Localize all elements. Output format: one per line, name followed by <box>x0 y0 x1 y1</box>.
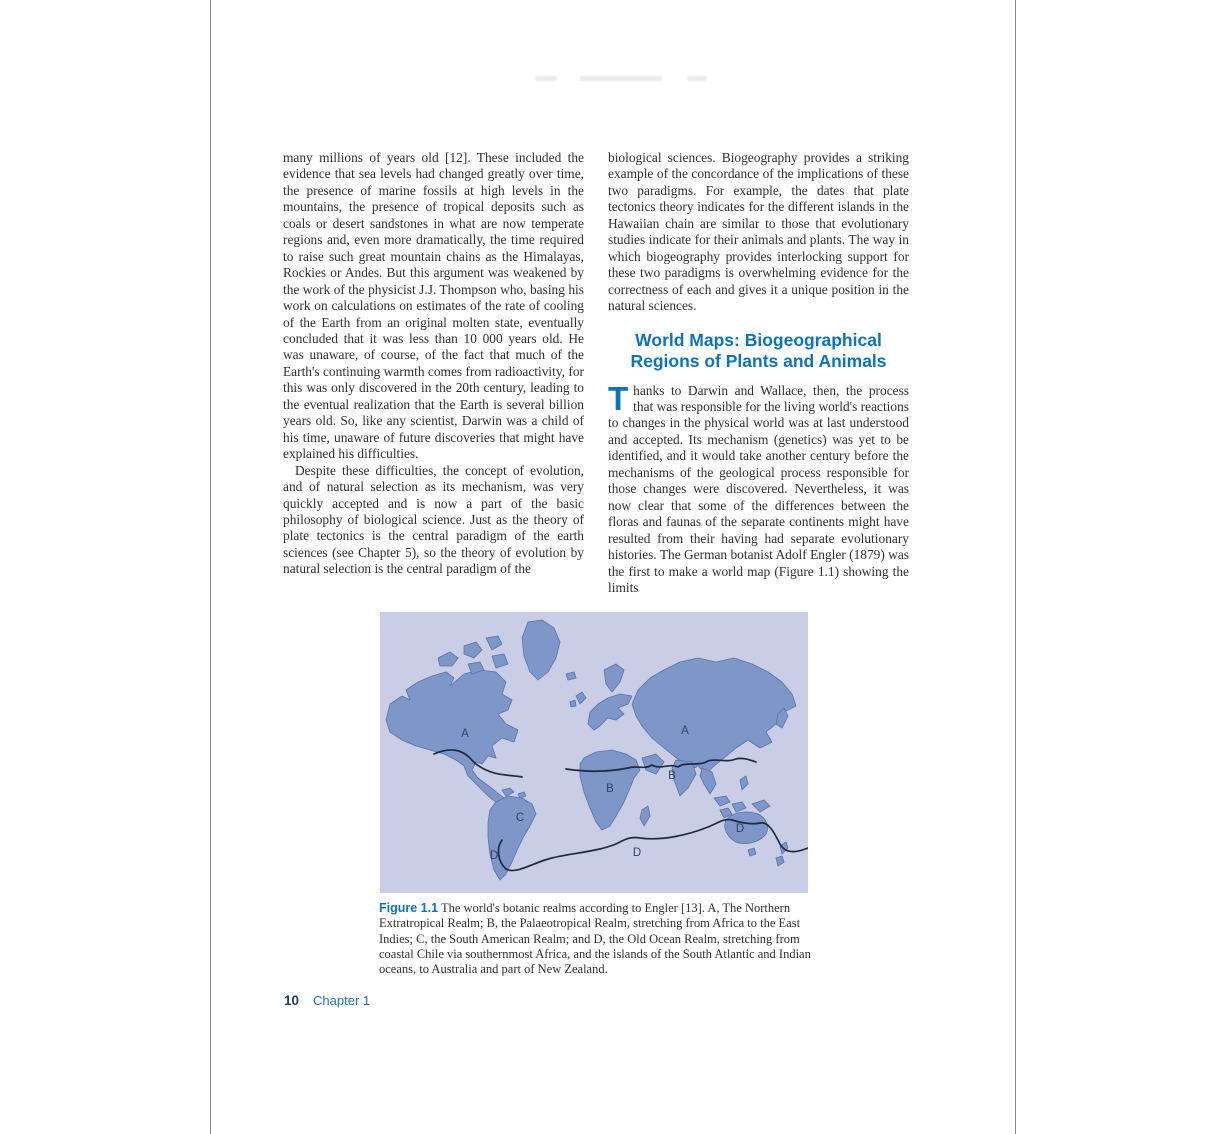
map-realm-label: A <box>681 725 689 738</box>
page-number: 10 <box>284 993 300 1008</box>
body-paragraph: Despite these difficulties, the concept of evolution, and of natural selection as its mechanism, was very quickly accepted and is now a part of the basic philosophy of biological science. Just as the theory of plate tectonics is the central paradigm of the earth sciences (see Chapter 5), so the theory of evolution by natural selection is the central paradigm of the <box>283 462 584 577</box>
page-footer <box>284 993 370 1008</box>
section-heading-line2: Regions of Plants and Animals <box>630 350 887 371</box>
chapter-label: Chapter 1 <box>313 993 371 1008</box>
section-heading <box>608 330 909 372</box>
map-realm-label: B <box>606 783 614 796</box>
page-edge-line-left <box>210 0 211 1134</box>
map-realm-label: B <box>668 770 676 783</box>
figure-world-map <box>380 612 808 893</box>
bleedthrough-text <box>687 76 707 81</box>
body-paragraph: biological sciences. Biogeography provides a striking example of the concordance of the implications of these two paradigms. For example, the dates that plate tectonics theory indicates for the different islands in the Hawaiian chain are similar to those that evolutionary studies indicate for their animals and plants. The way in which biogeography provides interlocking support for these two paradigms is overwhelming evidence for the correctness of each and gives it a unique position in the natural sciences. <box>608 150 909 314</box>
map-realm-label: C <box>515 812 525 825</box>
map-realm-label: D <box>735 823 745 836</box>
figure-label: Figure 1.1 <box>379 901 439 915</box>
figure-caption-text: The world's botanic realms according to Engler [13]. A, The Northern Extratropical Realm; B, the Palaeotropical Realm, stretching from Africa to the East Indies; C, the South American Realm; and D, the Old Ocean Realm, stretching from coastal Chile via southernmost Africa, and the islands of the South Atlantic and Indian oceans, to Australia and part of New Zealand. <box>379 901 811 977</box>
bleedthrough-text <box>580 76 662 81</box>
map-realm-label: D <box>489 850 499 863</box>
body-paragraph: many millions of years old [12]. These included the evidence that sea levels had changed greatly over time, the presence of marine fossils at high levels in the mountains, the presence of tropical deposits such as coals or desert sandstones in what are now temperate regions and, even more dramatically, the time required to raise such great mountain chains as the Himalayas, Rockies or Andes. But this argument was weakened by the work of the physicist J.J. Thompson who, basing his work on calculations on estimates of the rate of cooling of the Earth from an original molten state, eventually concluded that it was less than 10 000 years old. He was unaware, of course, of the fact that much of the Earth's continuing warmth comes from radioactivity, for this was only discovered in the 20th century, leading to the eventual realization that the Earth is several billion years old. So, like any scientist, Darwin was a child of his time, unaware of future discoveries that might have explained his difficulties. <box>283 150 584 462</box>
map-realm-label: D <box>632 847 642 860</box>
bleedthrough-text <box>535 76 557 81</box>
section-heading-line1: World Maps: Biogeographical <box>635 329 882 350</box>
dropcap-paragraph-text: hanks to Darwin and Wallace, then, the process that was responsible for the living world's reactions to changes in the physical world was at last understood and accepted. Its mechanism (genetics) was yet to be identified, and it would take another century before the mechanisms of the geological process responsible for those changes were discovered. Nevertheless, it was now clear that some of the differences between the floras and faunas of the separate continents might have resulted from their having had separate evolutionary histories. The German botanist Adolf Engler (1879) was the first to make a world map (Figure 1.1) showing the limits <box>608 382 909 595</box>
map-realm-label: A <box>461 728 469 741</box>
figure-caption <box>379 901 816 977</box>
page-edge-line-right <box>1015 0 1016 1134</box>
drop-cap: T <box>608 379 629 417</box>
world-map-svg <box>380 612 808 893</box>
text-column-left <box>283 150 584 578</box>
text-column-right <box>608 150 909 596</box>
body-paragraph-dropcap <box>608 379 909 597</box>
